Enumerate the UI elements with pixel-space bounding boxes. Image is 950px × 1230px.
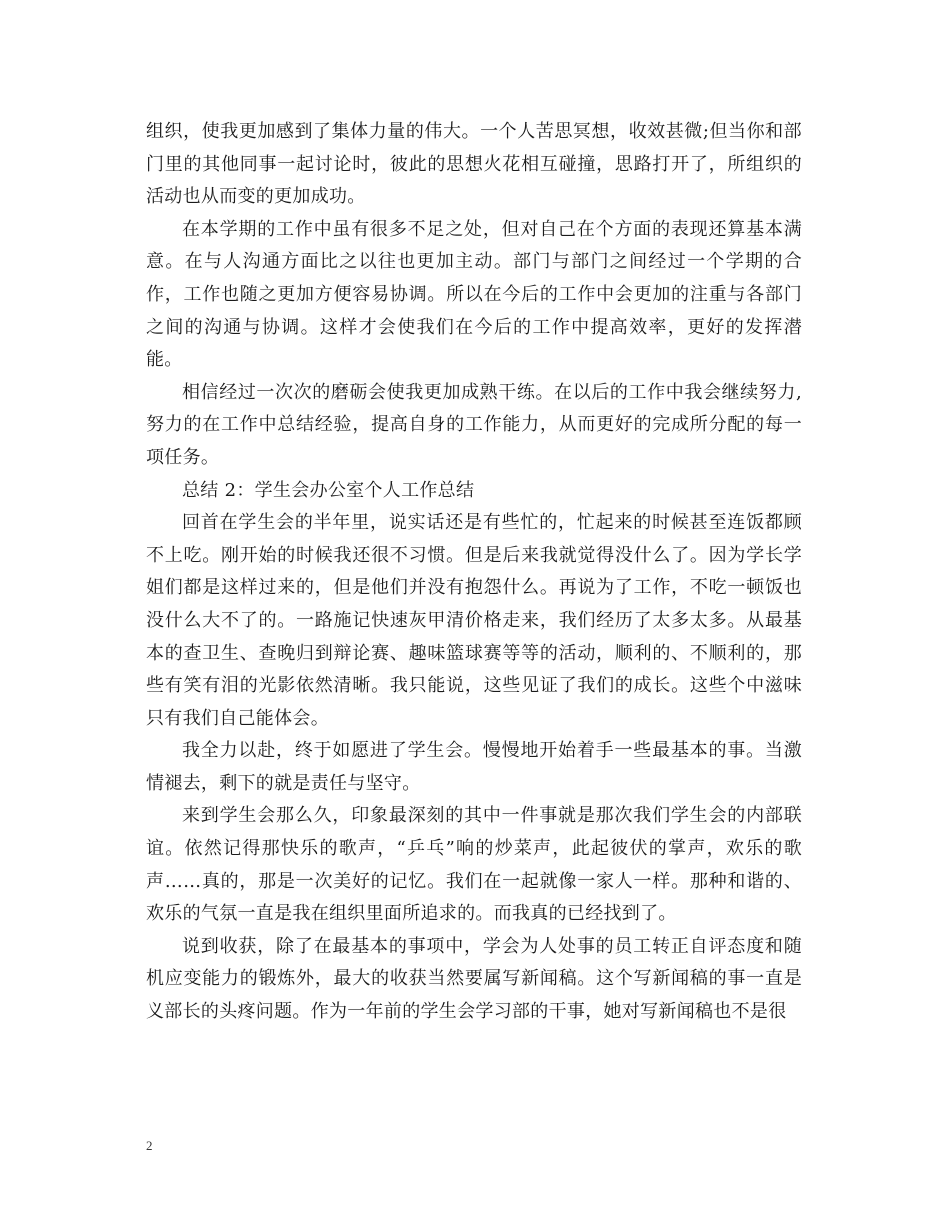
paragraph-self-evaluation: 在本学期的工作中虽有很多不足之处，但对自己在个方面的表现还算基本满意。在与人沟通方面比之以往也更加主动。部门与部门之间经过一个学期的合作，工作也随之更加方便容易协调。所以在今后的工作中会更加的注重与各部门之间的沟通与协调。这样才会使我们在今后的工作中提高效率，更好的发挥潜能。 xyxy=(146,218,802,371)
section-heading: 总结 2：学生会办公室个人工作总结 xyxy=(182,479,475,501)
paragraph-continuation: 组织，使我更加感到了集体力量的伟大。一个人苦思冥想，收效甚微;但当你和部门里的其他同事一起讨论时，彼此的思想火花相互碰撞，思路打开了，所组织的活动也从而变的更加成功。 xyxy=(146,121,802,208)
document-body xyxy=(146,116,802,1029)
paragraph-joining: 我全力以赴，终于如愿进了学生会。慢慢地开始着手一些最基本的事。当激情褪去，剩下的就是责任与坚守。 xyxy=(146,740,802,794)
page-number: 2 xyxy=(146,1138,153,1153)
paragraph-half-year-review: 回首在学生会的半年里，说实话还是有些忙的，忙起来的时候甚至连饭都顾不上吃。刚开始的时候我还很不习惯。但是后来我就觉得没什么了。因为学长学姐们都是这样过来的，但是他们并没有抱怨什么。再说为了工作，不吃一顿饭也没什么大不了的。一路施记快速灰甲清价格走来，我们经历了太多太多。从最基本的查卫生、查晚归到辩论赛、趣味篮球赛等等的活动，顺利的、不顺利的，那些有笑有泪的光影依然清晰。我只能说，这些见证了我们的成长。这些个中滋味只有我们自己能体会。 xyxy=(146,512,802,729)
paragraph-memorable-event: 来到学生会那么久，印象最深刻的其中一件事就是那次我们学生会的内部联谊。依然记得那快乐的歌声，“乒乓”响的炒菜声，此起彼伏的掌声，欢乐的歌声……真的，那是一次美好的记忆。我们在一起就像一家人一样。那种和谐的、欢乐的气氛一直是我在组织里面所追求的。而我真的已经找到了。 xyxy=(146,805,802,925)
paragraph-future-effort: 相信经过一次次的磨砺会使我更加成熟干练。在以后的工作中我会继续努力,努力的在工作中总结经验，提高自身的工作能力，从而更好的完成所分配的每一项任务。 xyxy=(146,381,802,468)
paragraph-gains: 说到收获，除了在最基本的事项中，学会为人处事的员工转正自评态度和随机应变能力的锻炼外，最大的收获当然要属写新闻稿。这个写新闻稿的事一直是义部长的头疼问题。作为一年前的学生会学习部的干事，她对写新闻稿也不是很 xyxy=(146,935,802,1023)
